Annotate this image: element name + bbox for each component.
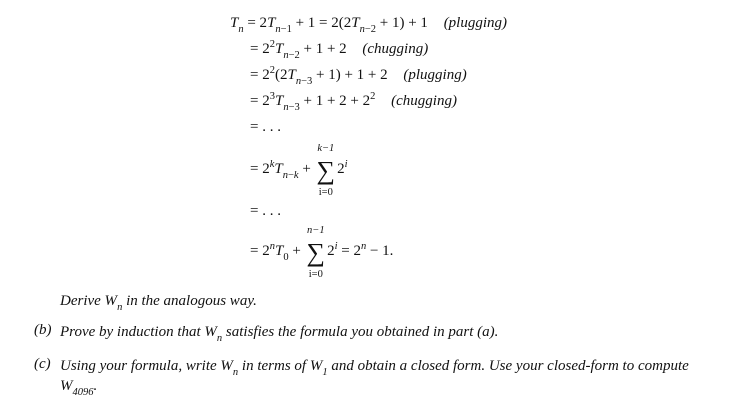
derivation-line-8: = $2^nT_0$ + ∑ n−1 i=0 $2^i = 2^n - 1$. xyxy=(250,225,394,280)
part-b-text: Prove by induction that $W_n$ satisfies the formula you obtained in part (a). xyxy=(60,324,499,344)
summation-symbol: ∑ k−1 i=0 xyxy=(316,143,336,198)
sum-lower-limit: i=0 xyxy=(318,186,333,198)
step-note-3: (plugging) xyxy=(403,67,467,83)
part-c-label: (c) xyxy=(34,356,51,372)
lhs-variable: T xyxy=(230,15,239,31)
sum-upper-limit: k−1 xyxy=(317,143,335,154)
derive-instruction: Derive $W_n$ in the analogous way. xyxy=(60,293,257,313)
derivation-line-1: $T_n = 2T_{n-1} + 1 = 2(2T_{n-2} + 1) + 1$ (plugging) xyxy=(230,15,508,35)
derivation-line-2: = $2^2T_{n-2} + 1 + 2$ (chugging) xyxy=(250,39,429,61)
sum-upper-limit-final: n−1 xyxy=(307,225,325,236)
sum-lower-limit-final: i=0 xyxy=(308,268,323,280)
step-note-2: (chugging) xyxy=(362,41,429,57)
part-b-label: (b) xyxy=(34,322,52,338)
summation-symbol-final: ∑ n−1 i=0 xyxy=(306,225,326,280)
part-c-text: Using your formula, write $W_n$ in terms of $W_1$ and obtain a closed form. Use your closed-form to compute $W_{4096}$. xyxy=(60,358,689,398)
step-note-4: (chugging) xyxy=(391,93,457,109)
derivation-line-6: = $2^kT_{n-k}$ + ∑ k−1 i=0 2$^i$ xyxy=(250,143,348,198)
derivation-line-5: = . . . xyxy=(250,119,281,135)
derivation-line-3: = $2^2(2T_{n-3} + 1) + 1 + 2$ (plugging) xyxy=(250,65,467,87)
step-note-1: (plugging) xyxy=(443,15,508,31)
derivation-line-7: = . . . xyxy=(250,203,281,219)
lhs-subscript: n xyxy=(238,24,244,35)
derivation-line-4: = $2^3T_{n-3} + 1 + 2 + 2^2$ (chugging) xyxy=(250,91,457,113)
